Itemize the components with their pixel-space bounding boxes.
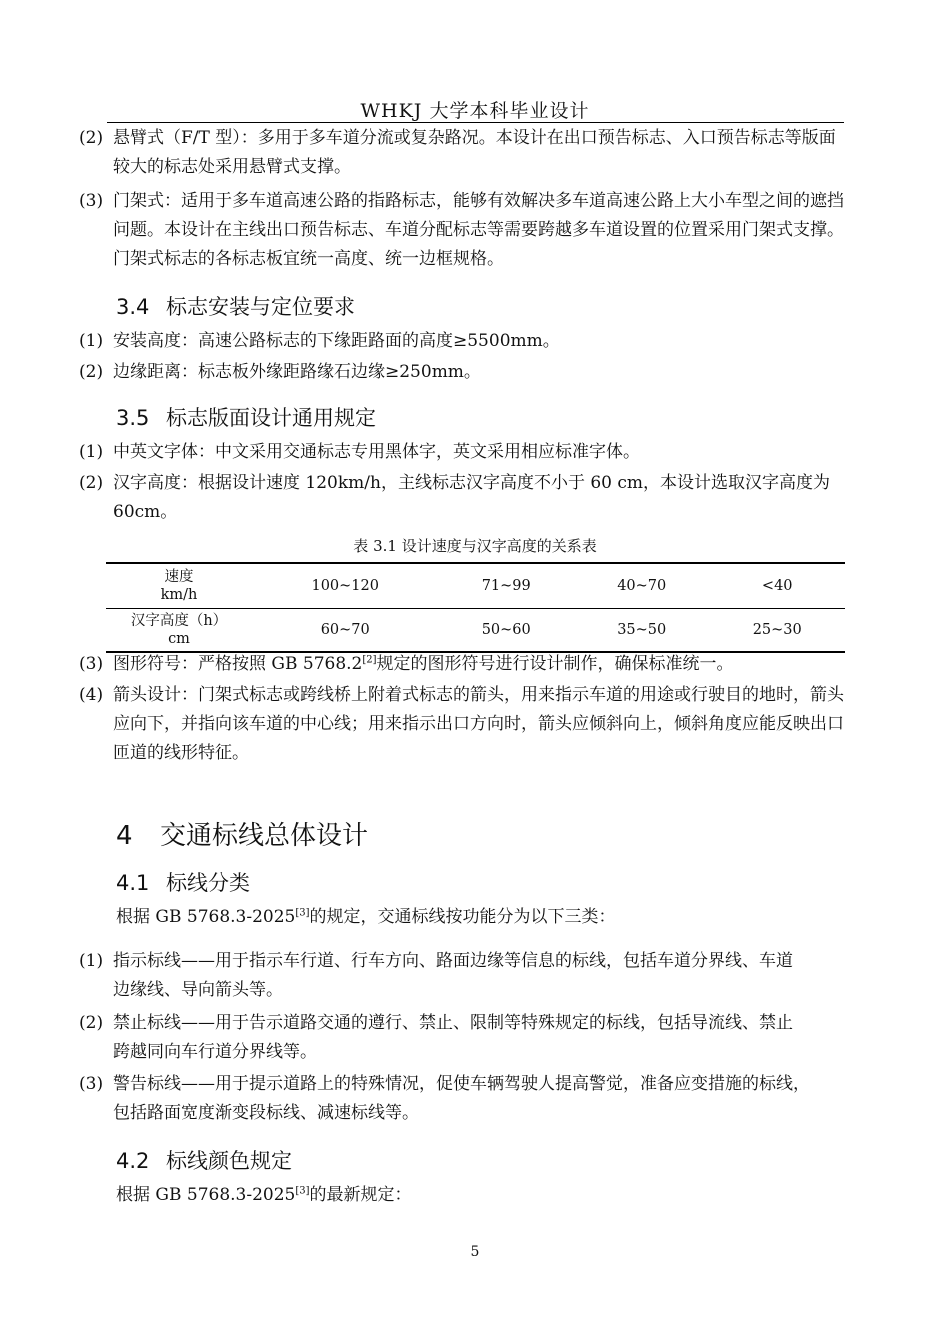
list-item-text: 中英文字体：中文采用交通标志专用黑体字，英文采用相应标准字体。 — [113, 442, 640, 462]
section-number: 3.5 — [116, 406, 150, 430]
list-item-text: 门架式：适用于多车道高速公路的指路标志，能够有效解决多车道高速公路上大小车型之间的遮挡问题。本设计在主线出口预告标志、车道分配标志等需要跨越多车道设置的位置采用门架式支撑。门架式标志的各标志板宜统一高度、统一边框规格。 — [113, 191, 844, 269]
citation-ref: [3] — [295, 907, 310, 919]
section-title: 标志版面设计通用规定 — [166, 406, 376, 430]
section-heading-4-1 — [116, 867, 250, 897]
table-cell: 100~120 — [252, 563, 438, 609]
list-item-number: (4) — [79, 685, 104, 705]
list-item-text: 指示标线——用于指示车行道、行车方向、路面边缘等信息的标线，包括车道分界线、车道边缘线、导向箭头等。 — [113, 951, 793, 1000]
citation-ref: [2] — [362, 654, 377, 666]
list-item-number: (1) — [79, 951, 104, 971]
list-item-text: 安装高度：高速公路标志的下缘距路面的高度≥5500mm。 — [113, 331, 560, 351]
section-heading-3-4 — [116, 291, 355, 321]
citation-ref: [3] — [295, 1185, 310, 1197]
header-rule — [107, 122, 844, 123]
list-item — [79, 1009, 807, 1067]
section-number: 4.2 — [116, 1149, 150, 1173]
list-item — [79, 124, 844, 182]
section-title: 标志安装与定位要求 — [166, 295, 355, 319]
list-item-text: 警告标线——用于提示道路上的特殊情况，促使车辆驾驶人提高警觉，准备应变措施的标线，包括路面宽度渐变段标线、减速标线等。 — [113, 1074, 810, 1123]
list-item-number: (3) — [79, 1074, 104, 1094]
list-item — [79, 681, 844, 768]
table-cell: 71~99 — [438, 563, 574, 609]
list-item — [79, 327, 844, 356]
list-item — [79, 358, 844, 387]
section-title: 标线分类 — [166, 871, 250, 895]
list-item-number: (2) — [79, 1013, 104, 1033]
table-row — [106, 609, 845, 653]
running-header-title: WHKJ 大学本科毕业设计 — [360, 100, 590, 122]
section-heading-3-5 — [116, 402, 376, 432]
section-number: 3.4 — [116, 295, 150, 319]
chapter-number: 4 — [116, 821, 133, 851]
table-cell: 50~60 — [438, 609, 574, 653]
list-item — [79, 187, 844, 274]
list-item — [79, 947, 807, 1005]
list-item-number: (2) — [79, 128, 104, 148]
row-header-speed: 速度 km/h — [106, 563, 252, 609]
table-caption: 表 3.1 设计速度与汉字高度的关系表 — [353, 537, 597, 555]
list-item — [79, 650, 844, 679]
list-item-number: (1) — [79, 442, 104, 462]
list-item-text: 悬臂式（F/T 型）：多用于多车道分流或复杂路况。本设计在出口预告标志、入口预告标志等版面较大的标志处采用悬臂式支撑。 — [113, 128, 836, 177]
chapter-heading-4 — [116, 815, 368, 852]
list-item — [79, 1070, 824, 1128]
list-item-text: 图形符号：严格按照 GB 5768.2[2]规定的图形符号进行设计制作，确保标准统一。 — [113, 654, 734, 674]
chapter-title: 交通标线总体设计 — [160, 821, 369, 851]
table-cell: 25~30 — [709, 609, 845, 653]
table-cell: <40 — [709, 563, 845, 609]
paragraph: 根据 GB 5768.3-2025[3]的最新规定： — [116, 1185, 412, 1205]
table-row — [106, 563, 845, 609]
page-number: 5 — [470, 1244, 480, 1260]
list-item-text: 边缘距离：标志板外缘距路缘石边缘≥250mm。 — [113, 362, 481, 382]
list-item-number: (3) — [79, 191, 104, 211]
section-title: 标线颜色规定 — [166, 1149, 292, 1173]
section-heading-4-2 — [116, 1145, 292, 1175]
row-header-char-height: 汉字高度（h） cm — [106, 609, 252, 653]
speed-char-height-table — [106, 562, 845, 653]
list-item-text: 箭头设计：门架式标志或跨线桥上附着式标志的箭头，用来指示车道的用途或行驶目的地时，箭头应向下，并指向该车道的中心线；用来指示出口方向时，箭头应倾斜向上，倾斜角度应能反映出口匝道的线形特征。 — [113, 685, 844, 763]
list-item-number: (2) — [79, 473, 104, 493]
list-item-text: 汉字高度：根据设计速度 120km/h，主线标志汉字高度不小于 60 cm，本设计选取汉字高度为 60cm。 — [113, 473, 831, 522]
list-item-text: 禁止标线——用于告示道路交通的遵行、禁止、限制等特殊规定的标线，包括导流线、禁止跨越同向车行道分界线等。 — [113, 1013, 793, 1062]
table-cell: 35~50 — [574, 609, 710, 653]
table-cell: 60~70 — [252, 609, 438, 653]
table-cell: 40~70 — [574, 563, 710, 609]
section-number: 4.1 — [116, 871, 150, 895]
list-item-number: (3) — [79, 654, 104, 674]
paragraph: 根据 GB 5768.3-2025[3]的规定，交通标线按功能分为以下三类： — [116, 907, 616, 927]
list-item — [79, 469, 844, 527]
list-item-number: (1) — [79, 331, 104, 351]
list-item — [79, 438, 844, 467]
list-item-number: (2) — [79, 362, 104, 382]
